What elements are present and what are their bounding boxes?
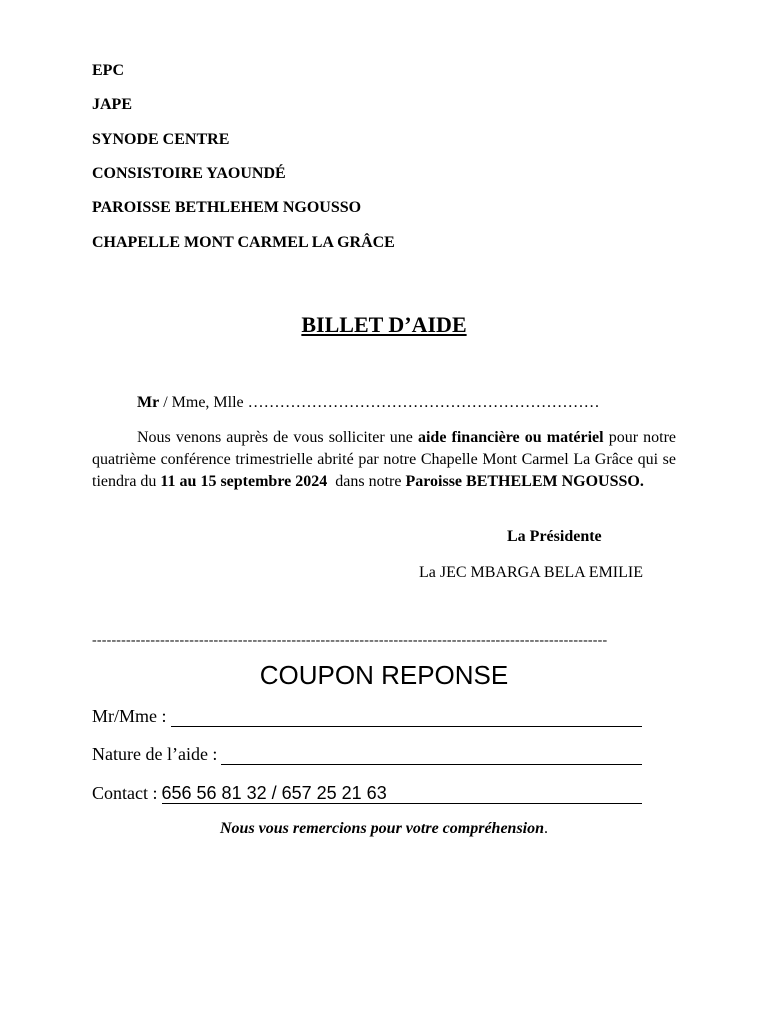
coupon-title: COUPON REPONSE — [259, 660, 509, 690]
header-line-jape: JAPE — [92, 96, 132, 113]
salutation-mr: Mr — [137, 394, 160, 411]
coupon-aid-label: Nature de l’aide : — [92, 744, 218, 764]
coupon-name-field — [92, 706, 642, 727]
header-line-consistoire: CONSISTOIRE YAOUNDÉ — [92, 165, 286, 182]
header-line-synode: SYNODE CENTRE — [92, 131, 230, 148]
request-paragraph — [92, 427, 676, 493]
coupon-name-label: Mr/Mme : — [92, 706, 167, 726]
salutation-rest: / Mme, Mlle ………………………………………………………… — [159, 394, 600, 411]
coupon-name-blank[interactable] — [171, 706, 643, 727]
thanks-note — [0, 820, 768, 838]
body-part-2: pour notre quatrième conférence trimestrielle abrité par notre Chapelle Mont Carmel La Grâce qui se tiendra du — [92, 429, 677, 490]
coupon-aid-blank[interactable] — [221, 744, 642, 765]
body-bold-paroisse: Paroisse BETHELEM NGOUSSO. — [405, 473, 644, 490]
body-part-1: Nous venons auprès de vous solliciter une — [137, 429, 418, 446]
coupon-aid-field — [92, 744, 642, 765]
salutation — [137, 392, 600, 414]
thanks-period: . — [544, 820, 549, 837]
signature-title: La Présidente — [507, 528, 602, 545]
body-bold-aid: aide financière ou matériel — [417, 429, 604, 446]
body-part-3: dans notre — [327, 473, 406, 490]
cut-line-separator: ---------------------------------------------------------------------------------------------------------- — [92, 633, 608, 648]
coupon-contact-field — [92, 783, 642, 804]
coupon-contact-label: Contact : — [92, 783, 158, 803]
thanks-text: Nous vous remercions pour votre compréhension — [219, 820, 545, 837]
document-title: BILLET D’AIDE — [301, 312, 467, 337]
header-line-chapelle: CHAPELLE MONT CARMEL LA GRÂCE — [92, 234, 395, 251]
body-bold-dates: 11 au 15 septembre 2024 — [160, 473, 328, 490]
signature-name: La JEC MBARGA BELA EMILIE — [419, 564, 643, 581]
coupon-contact-value: 656 56 81 32 / 657 25 21 63 — [162, 783, 643, 804]
header-line-paroisse: PAROISSE BETHLEHEM NGOUSSO — [92, 199, 362, 216]
header-line-epc: EPC — [92, 62, 124, 79]
